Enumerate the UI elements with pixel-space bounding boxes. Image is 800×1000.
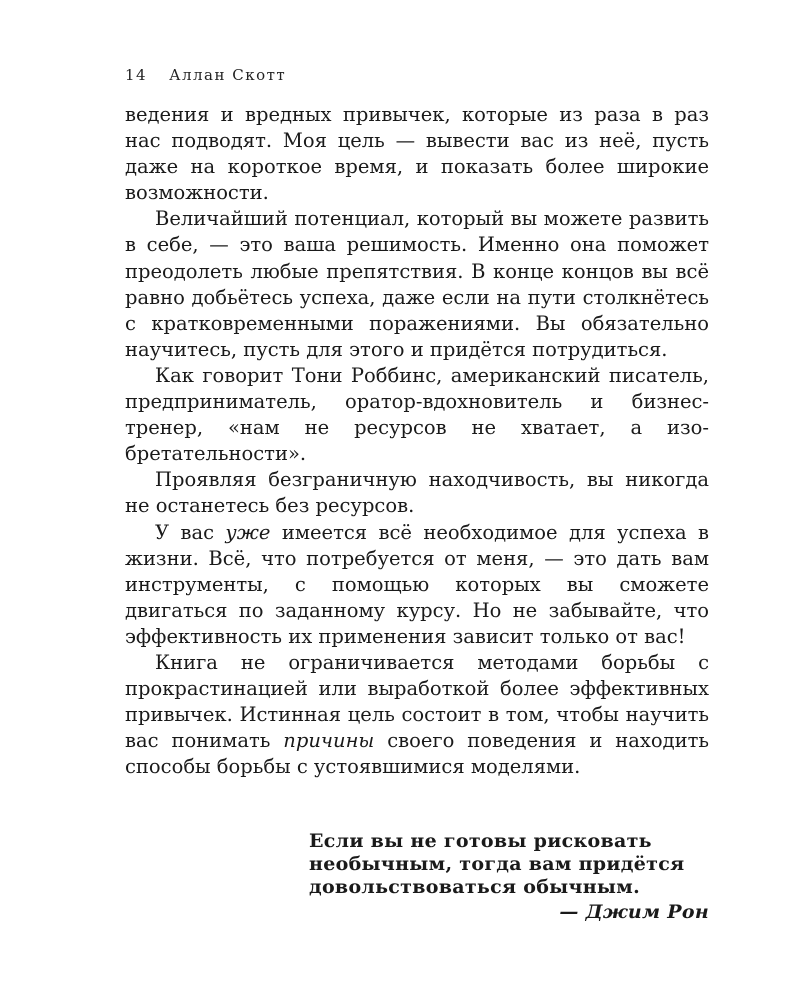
- epigraph-line: необычным, тогда вам придётся: [309, 853, 685, 875]
- paragraph-text: Книга не ограничивается методами борьбы с прокрастинацией или выработкой более эффективных привычек. Истинная цель состоит в том, чтобы научить вас понимать: [125, 650, 709, 753]
- emphasis-text: причины: [283, 729, 375, 753]
- paragraph: [125, 520, 709, 650]
- page-number: 14: [125, 66, 148, 84]
- running-head: [125, 66, 286, 84]
- body-text: [125, 102, 709, 780]
- emphasis-text: уже: [225, 520, 271, 544]
- epigraph: [309, 830, 709, 924]
- epigraph-line: довольствоваться обычным.: [309, 876, 640, 898]
- author-name: Аллан Скотт: [169, 66, 287, 84]
- paragraph-text: имеется всё необходимое для успеха в жизни. Всё, что потребуется от меня, — это дать вам инструменты, с помощью которых вы сможете двигаться по заданному курсу. Но не забывайте, что эффективность их применения зависит только от вас!: [125, 520, 709, 648]
- paragraph-text: У вас: [155, 520, 226, 544]
- paragraph: [125, 650, 709, 780]
- epigraph-line: Если вы не готовы рисковать: [309, 830, 652, 852]
- paragraph: Проявляя безграничную находчивость, вы никогда не останетесь без ресурсов.: [125, 468, 709, 518]
- paragraph: ведения и вредных привычек, которые из раза в раз нас подводят. Моя цель — вывести вас из неё, пусть даже на короткое время, и показать более широкие возможности.: [125, 103, 709, 205]
- paragraph: Как говорит Тони Роббинс, американский писатель, предприниматель, оратор-вдохновитель и бизнес-тренер, «нам не ресурсов не хватает, а изобретательности».: [125, 363, 709, 466]
- epigraph-attribution: — Джим Рон: [559, 901, 709, 923]
- paragraph-text: своего поведения и находить способы борьбы с устоявшимися моделями.: [125, 729, 709, 779]
- paragraph: Величайший потенциал, который вы можете развить в себе, — это ваша решимость. Именно она поможет преодолеть любые препятствия. В конце концов вы всё равно добьётесь успеха, даже если на пути столкнётесь с кратковременными поражениями. Вы обязательно научитесь, пусть для этого и придётся потрудиться.: [125, 207, 709, 361]
